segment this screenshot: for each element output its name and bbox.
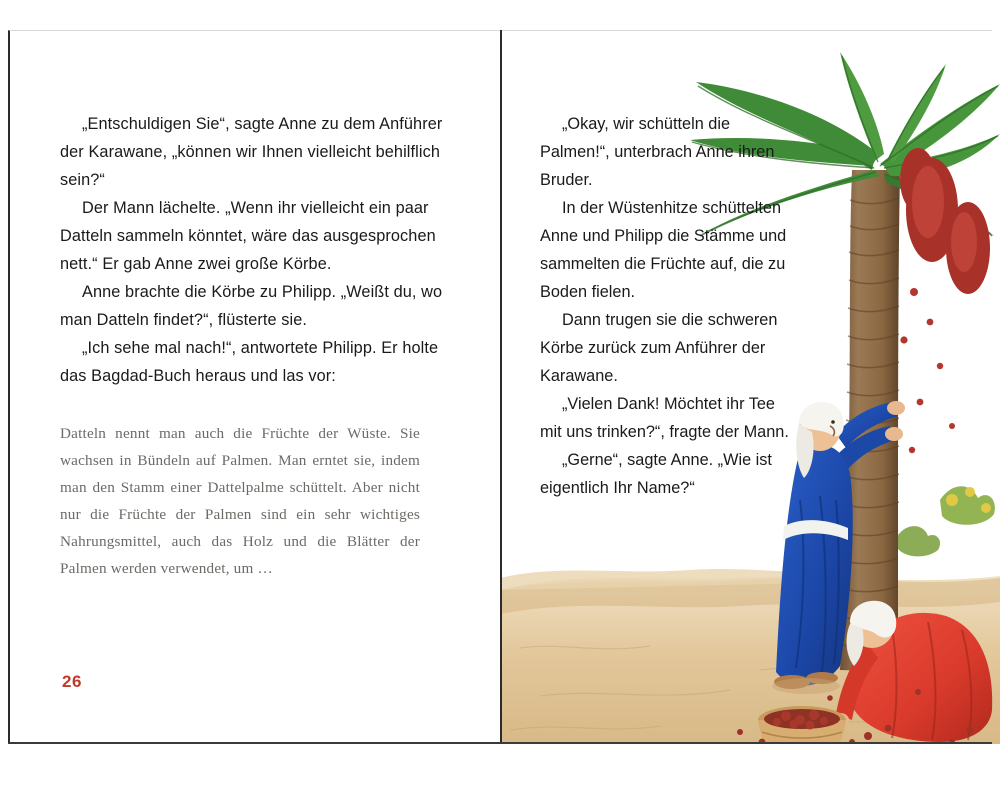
book-excerpt-block — [60, 420, 420, 582]
paragraph: Der Mann lächelte. „Wenn ihr vielleicht ein paar Datteln sammeln könntet, wäre das ausgesprochen nett.“ Er gab Anne zwei große Körbe. — [60, 199, 436, 274]
paragraph: „Vielen Dank! Möchtet ihr Tee mit uns trinken?“, fragte der Mann. — [540, 395, 789, 442]
paragraph: In der Wüstenhitze schüttelten Anne und Philipp die Stämme und sammelten die Früchte auf, die zu Boden fielen. — [540, 199, 787, 302]
paragraph: „Entschuldigen Sie“, sagte Anne zu dem Anführer der Karawane, „können wir Ihnen vielleicht behilflich sein?“ — [60, 115, 443, 190]
page-number: 26 — [62, 672, 82, 691]
page-bottom-edge — [8, 742, 992, 744]
paragraph: „Ich sehe mal nach!“, antwortete Philipp. Er holte das Bagdad-Buch heraus und las vor: — [60, 339, 439, 386]
paragraph: Anne brachte die Körbe zu Philipp. „Weißt du, wo man Datteln findet?“, flüsterte sie. — [60, 283, 443, 330]
date-basket — [758, 706, 846, 744]
right-page-body — [540, 110, 800, 502]
paragraph: „Okay, wir schütteln die Palmen!“, unterbrach Anne ihren Bruder. — [540, 115, 775, 190]
paragraph: „Gerne“, sagte Anne. „Wie ist eigentlich Ihr Name?“ — [540, 451, 772, 498]
book-excerpt-text: Datteln nennt man auch die Früchte der Wüste. Sie wachsen in Bündeln auf Palmen. Man erntet sie, indem man den Stamm einer Dattelpalme schüttelt. Aber nicht nur die Früchte der Palmen sind ein sehr wichtiges Nahrungsmittel, auch das Holz und die Blätter der Palmen werden verwendet, um … — [60, 425, 420, 578]
right-page — [500, 0, 1000, 800]
paragraph: Dann trugen sie die schweren Körbe zurück zum Anführer der Karawane. — [540, 311, 778, 386]
book-gutter — [500, 30, 502, 744]
left-page-body — [60, 110, 464, 390]
